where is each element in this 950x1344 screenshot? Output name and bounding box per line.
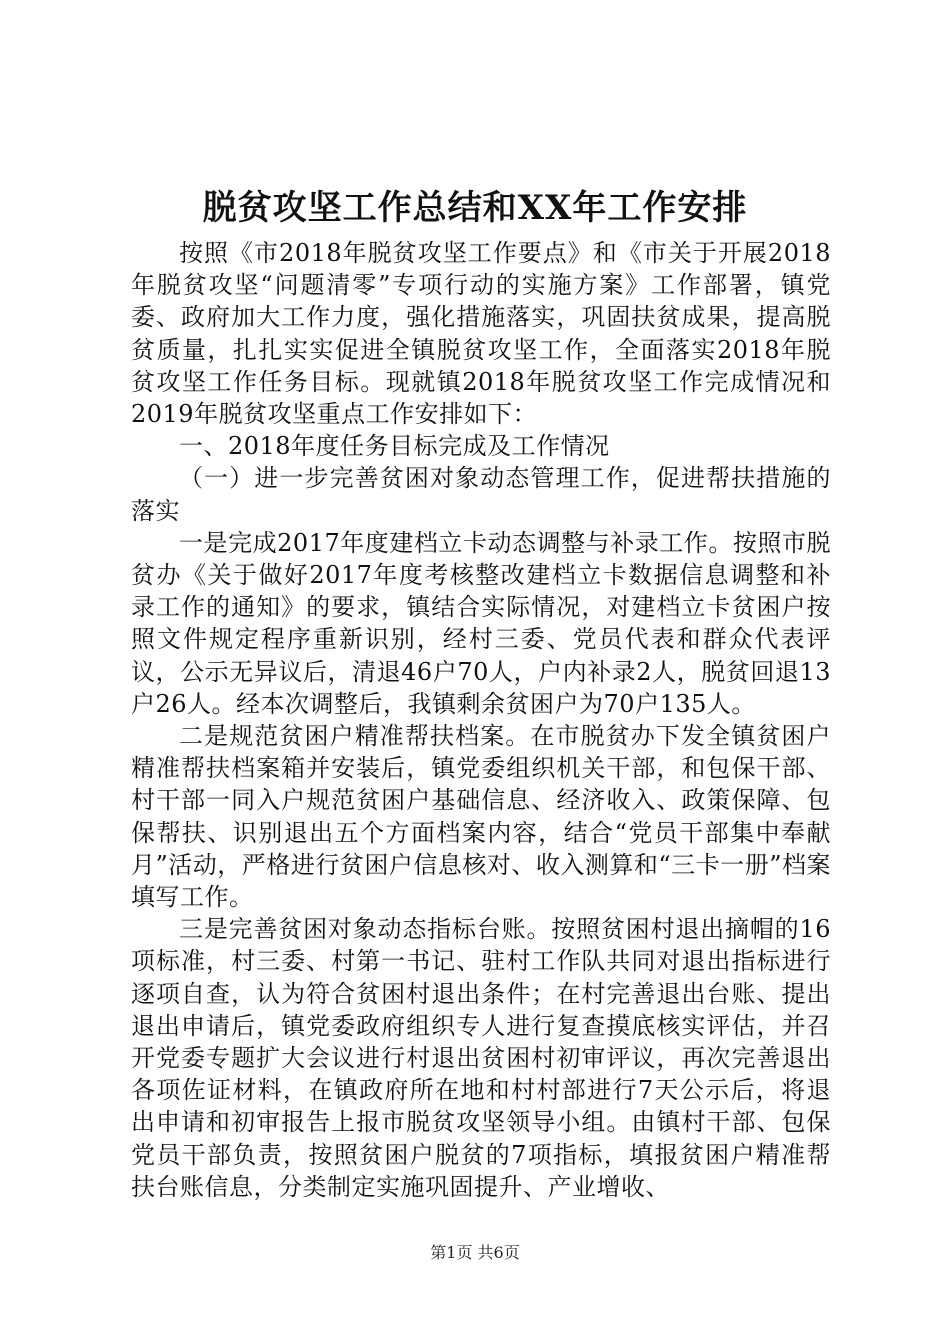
subsection-heading: （一）进一步完善贫困对象动态管理工作，促进帮扶措施的落实 (131, 464, 831, 525)
paragraph-item-one: 一是完成2017年度建档立卡动态调整与补录工作。按照市脱贫办《关于做好2017年度考核整改建档立卡数据信息调整和补录工作的通知》的要求，镇结合实际情况，对建档立卡贫困户按照文件规定程序重新识别，经村三委、党员代表和群众代表评议，公示无异议后，清退46户70人，户内补录2人，脱贫回退13户26人。经本次调整后，我镇剩余贫困户为70户135人。 (131, 528, 831, 718)
section-heading: 一、2018年度任务目标完成及工作情况 (179, 432, 610, 461)
paragraph-item-three: 三是完善贫困对象动态指标台账。按照贫困村退出摘帽的16项标准，村三委、村第一书记、驻村工作队共同对退出指标进行逐项自查，认为符合贫困村退出条件；在村完善退出台账、提出退出申请后，镇党委政府组织专人进行复查摸底核实评估，并召开党委专题扩大会议进行村退出贫困村初审评议，再次完善退出各项佐证材料，在镇政府所在地和村村部进行7天公示后，将退出申请和初审报告上报市脱贫攻坚领导小组。由镇村干部、包保党员干部负责，按照贫困户脱贫的7项指标，填报贫困户精准帮扶台账信息，分类制定实施巩固提升、产业增收、 (131, 915, 831, 1201)
page-footer: 第1页 共6页 (430, 1243, 520, 1262)
document-body (131, 237, 831, 1203)
paragraph-item-two: 二是规范贫困户精准帮扶档案。在市脱贫办下发全镇贫困户精准帮扶档案箱并安装后，镇党委组织机关干部，和包保干部、村干部一同入户规范贫困户基础信息、经济收入、政策保障、包保帮扶、识别退出五个方面档案内容，结合“党员干部集中奉献月”活动，严格进行贫困户信息核对、收入测算和“三卡一册”档案填写工作。 (131, 722, 831, 912)
intro-paragraph: 按照《市2018年脱贫攻坚工作要点》和《市关于开展2018年脱贫攻坚“问题清零”专项行动的实施方案》工作部署，镇党委、政府加大工作力度，强化措施落实，巩固扶贫成果，提高脱贫质量，扎扎实实促进全镇脱贫攻坚工作，全面落实2018年脱贫攻坚工作任务目标。现就镇2018年脱贫攻坚工作完成情况和2019年脱贫攻坚重点工作安排如下： (131, 239, 831, 429)
document-title: 脱贫攻坚工作总结和XX年工作安排 (202, 188, 748, 228)
